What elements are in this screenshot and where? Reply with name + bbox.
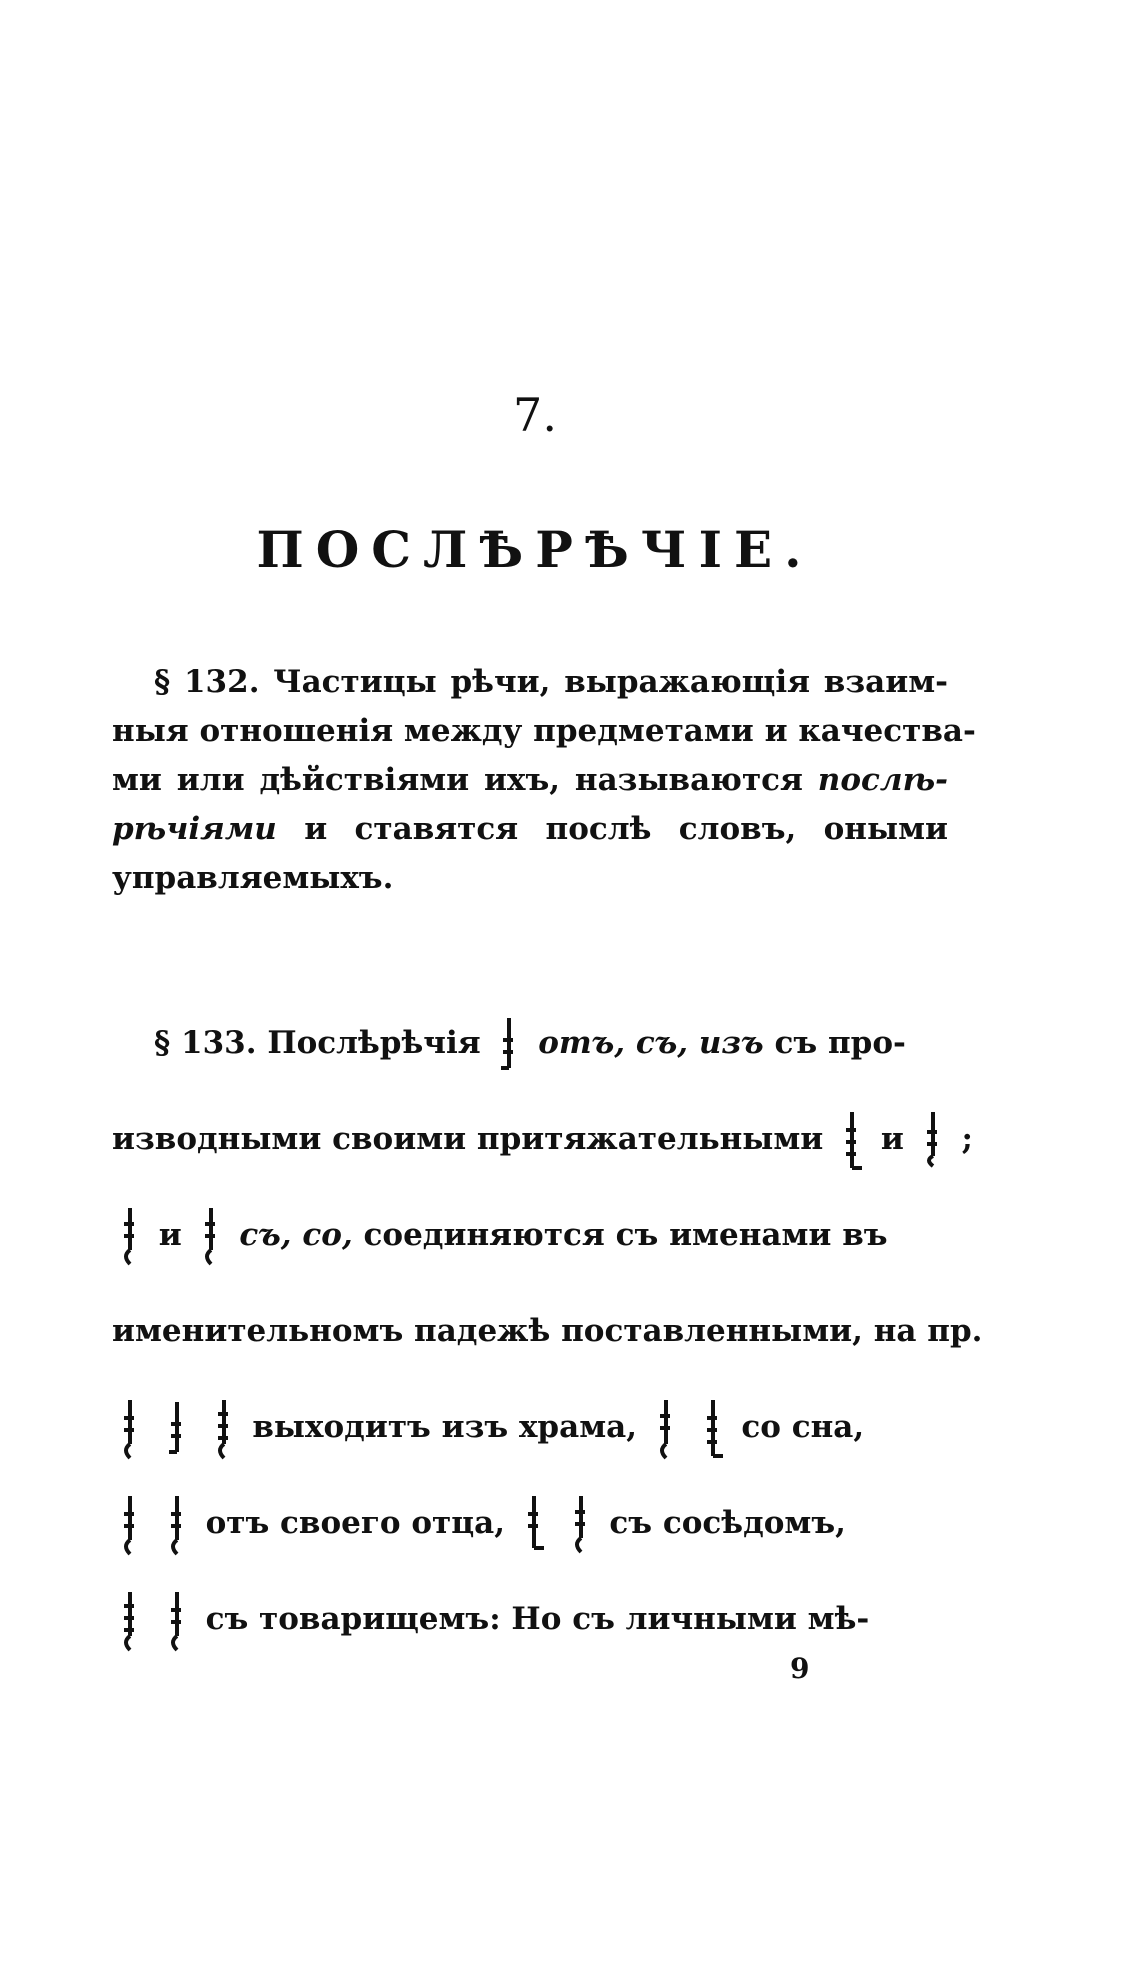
mongolian-script-word <box>118 1490 142 1560</box>
text-line <box>112 756 948 805</box>
text-line: именительномъ падежѣ поставленными, на пр. <box>112 1313 983 1349</box>
mongolian-script-word <box>921 1106 945 1176</box>
text-segment: и ставятся послѣ словъ, оными <box>276 811 948 847</box>
text-segment: отъ своего отца, <box>205 1505 505 1541</box>
mongolian-script-word <box>165 1490 189 1560</box>
text-segment: и <box>880 1121 904 1157</box>
text-segment: ми или дѣйствіями ихъ, называются <box>112 762 818 798</box>
text-line <box>112 1091 973 1187</box>
text-line <box>112 805 948 854</box>
section-132 <box>112 658 976 903</box>
text-line: управляемыхъ. <box>112 860 394 896</box>
chapter-number: 7. <box>513 388 557 442</box>
text-segment: со сна, <box>741 1409 865 1445</box>
mongolian-script-word <box>118 1394 142 1464</box>
mongolian-script-word <box>165 1394 189 1464</box>
text-segment: соединяются съ именами въ <box>363 1217 888 1253</box>
section-marker: § 132. <box>154 664 260 700</box>
section-133 <box>112 995 983 1667</box>
text-segment: выходитъ изъ храма, <box>252 1409 637 1445</box>
mongolian-script-word <box>212 1394 236 1464</box>
italic-term: рѣчіями <box>112 811 277 847</box>
italic-term: съ, со, <box>239 1217 353 1253</box>
section-marker: § 133. <box>154 1025 257 1061</box>
text-line <box>112 1379 948 1475</box>
text-segment: съ про- <box>774 1025 906 1061</box>
text-line <box>112 1187 948 1283</box>
mongolian-script-word <box>522 1490 546 1560</box>
text-line <box>112 658 948 707</box>
page-number: 9 <box>790 1652 810 1685</box>
text-line <box>112 1571 948 1667</box>
text-segment: Послѣрѣчія <box>267 1025 481 1061</box>
mongolian-script-word <box>569 1490 593 1560</box>
mongolian-script-word <box>701 1394 725 1464</box>
text-segment: и <box>158 1217 182 1253</box>
text-segment: изводными своими притяжательными <box>112 1121 824 1157</box>
text-segment: ; <box>961 1121 973 1157</box>
italic-term: послѣ- <box>817 762 948 798</box>
italic-term: отъ, съ, изъ <box>538 1025 764 1061</box>
text-segment: Частицы рѣчи, выражающія взаим- <box>273 664 948 700</box>
mongolian-script-word <box>497 1010 521 1080</box>
text-segment: съ сосѣдомъ, <box>609 1505 846 1541</box>
chapter-title: ПОСЛѢРѢЧІЕ. <box>256 520 814 579</box>
text-line: ныя отношенія между предметами и качества- <box>112 713 976 749</box>
mongolian-script-word <box>118 1202 142 1272</box>
text-line <box>112 1475 948 1571</box>
mongolian-script-word <box>840 1106 864 1176</box>
mongolian-script-word <box>165 1586 189 1656</box>
mongolian-script-word <box>199 1202 223 1272</box>
mongolian-script-word <box>118 1586 142 1656</box>
mongolian-script-word <box>654 1394 678 1464</box>
text-segment: съ товарищемъ: Но съ личными мѣ- <box>205 1601 870 1637</box>
text-line <box>112 995 948 1091</box>
